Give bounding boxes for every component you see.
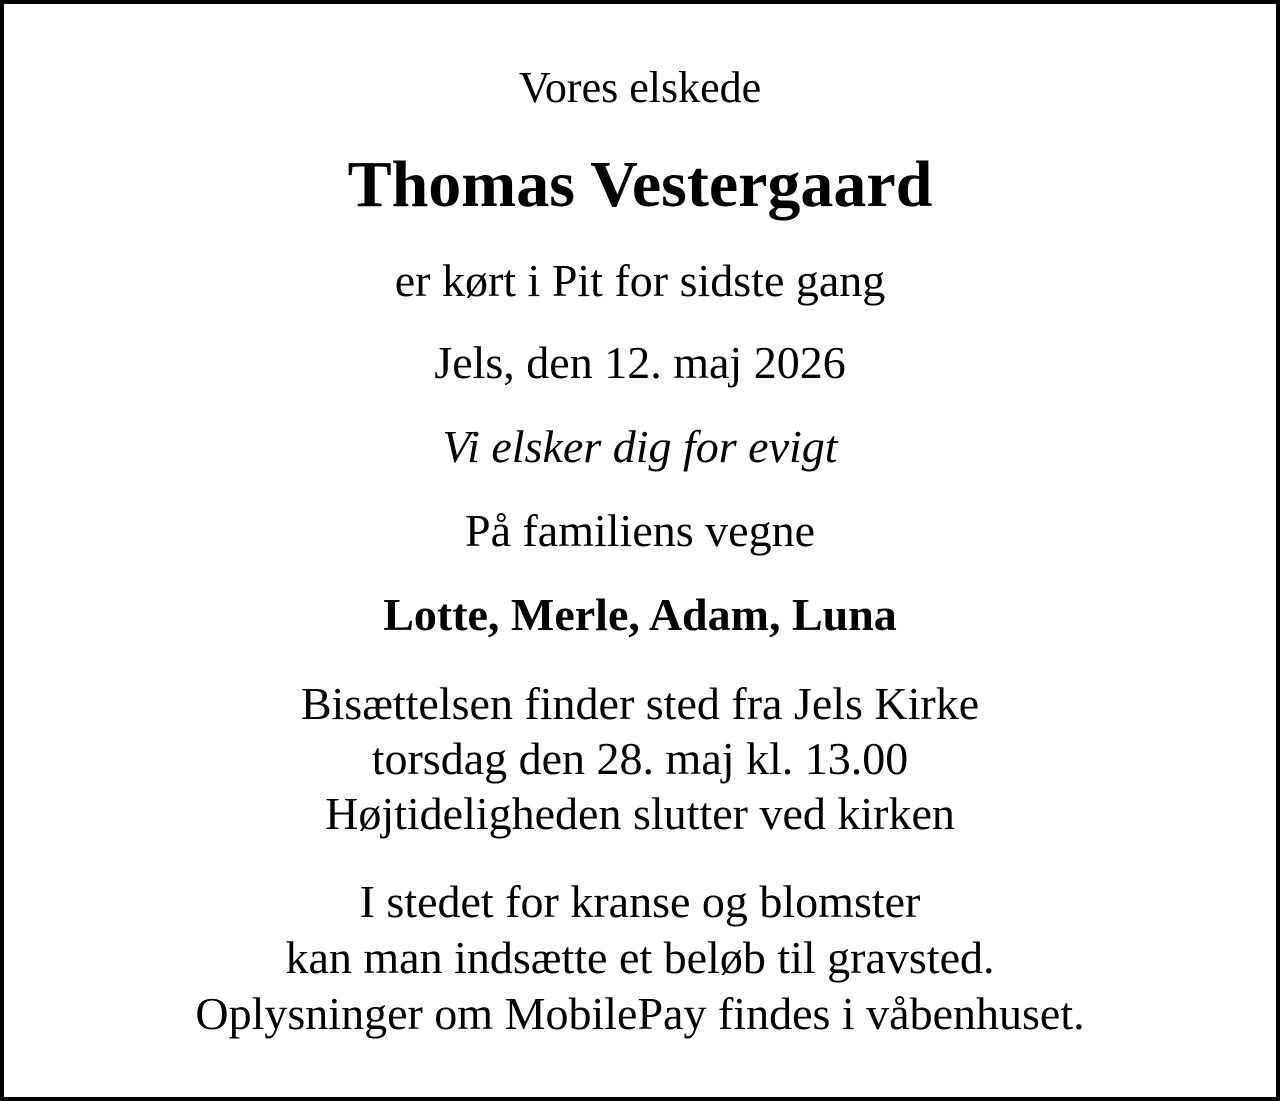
donation-line: Oplysninger om MobilePay findes i våbenhuset. xyxy=(195,988,1085,1039)
donation-line: I stedet for kranse og blomster xyxy=(359,876,921,927)
subtitle-text: er kørt i Pit for sidste gang xyxy=(394,255,886,306)
motto-text: Vi elsker dig for evigt xyxy=(442,421,838,472)
on-behalf-text: På familiens vegne xyxy=(464,505,815,556)
ceremony-line: Bisættelsen finder sted fra Jels Kirke xyxy=(300,678,980,729)
ceremony-line: torsdag den 28. maj kl. 13.00 xyxy=(371,733,909,784)
donation-line: kan man indsætte et beløb til gravsted. xyxy=(285,932,995,983)
donation-info xyxy=(4,874,1276,1042)
intro-text: Vores elskede xyxy=(518,63,762,112)
deceased-name: Thomas Vestergaard xyxy=(347,148,933,221)
ceremony-line: Højtideligheden slutter ved kirken xyxy=(325,788,955,839)
family-names: Lotte, Merle, Adam, Luna xyxy=(383,589,897,640)
ceremony-info xyxy=(4,676,1276,841)
place-date: Jels, den 12. maj 2026 xyxy=(434,337,846,388)
